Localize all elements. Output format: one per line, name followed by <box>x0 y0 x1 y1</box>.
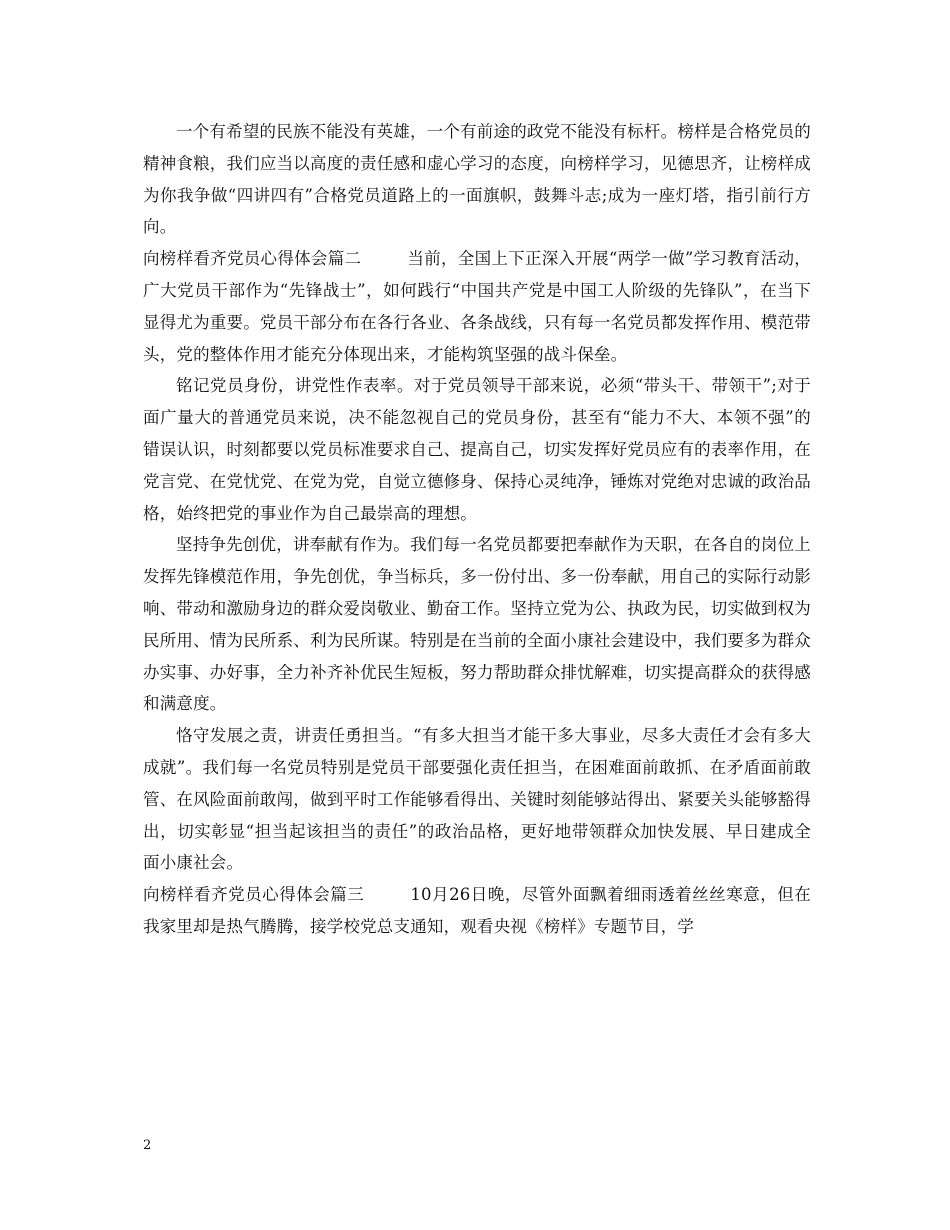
paragraph-section-two <box>143 243 811 370</box>
page-number: 2 <box>143 1138 152 1153</box>
section-two-title: 向榜样看齐党员心得体会篇二 <box>143 249 362 269</box>
section-three-title: 向榜样看齐党员心得体会篇三 <box>143 885 365 905</box>
paragraph-dedication: 坚持争先创优，讲奉献有作为。我们每一名党员都要把奉献作为天职，在各自的岗位上发挥先锋模范作用，争先创优，争当标兵，多一份付出、多一份奉献，用自己的实际行动影响、带动和激励身边的群众爱岗敬业、勤奋工作。坚持立党为公、执政为民，切实做到权为民所用、情为民所系、利为民所谋。特别是在当前的全面小康社会建设中，我们要多为群众办实事、办好事，全力补齐补优民生短板，努力帮助群众排忧解难，切实提高群众的获得感和满意度。 <box>143 535 811 714</box>
section-two-text: 当前，全国上下正深入开展“两学一做”学习教育活动，广大党员干部作为“先锋战士”，如何践行“中国共产党是中国工人阶级的先锋队”，在当下显得尤为重要。党员干部分布在各行各业、各条战线，只有每一名党员都发挥作用、模范带头，党的整体作用才能充分体现出来，才能构筑坚强的战斗保垒。 <box>143 249 811 364</box>
document-body <box>143 116 811 943</box>
paragraph-party-identity: 铭记党员身份，讲党性作表率。对于党员领导干部来说，必须“带头干、带领干”;对于面广量大的普通党员来说，决不能忽视自己的党员身份，甚至有“能力不大、本领不强”的错误认识，时刻都要以党员标准要求自己、提高自己，切实发挥好党员应有的表率作用，在党言党、在党忧党、在党为党，自觉立德修身、保持心灵纯净，锤炼对党绝对忠诚的政治品格，始终把党的事业作为自己最崇高的理想。 <box>143 376 811 523</box>
paragraph-section-three <box>143 879 811 943</box>
paragraph-responsibility: 恪守发展之责，讲责任勇担当。“有多大担当才能干多大事业，尽多大责任才会有多大成就”。我们每一名党员特别是党员干部要强化责任担当，在困难面前敢抓、在矛盾面前敢管、在风险面前敢闯，做到平时工作能够看得出、关键时刻能够站得出、紧要关头能够豁得出，切实彰显“担当起该担当的责任”的政治品格，更好地带领群众加快发展、早日建成全面小康社会。 <box>143 726 811 873</box>
paragraph-intro: 一个有希望的民族不能没有英雄，一个有前途的政党不能没有标杆。榜样是合格党员的精神食粮，我们应当以高度的责任感和虚心学习的态度，向榜样学习，见德思齐，让榜样成为你我争做“四讲四有”合格党员道路上的一面旗帜，鼓舞斗志;成为一座灯塔，指引前行方向。 <box>143 122 811 237</box>
section-three-text: 10月26日晚，尽管外面飘着细雨透着丝丝寒意，但在我家里却是热气腾腾，接学校党总支通知，观看央视《榜样》专题节目，学 <box>143 885 811 936</box>
